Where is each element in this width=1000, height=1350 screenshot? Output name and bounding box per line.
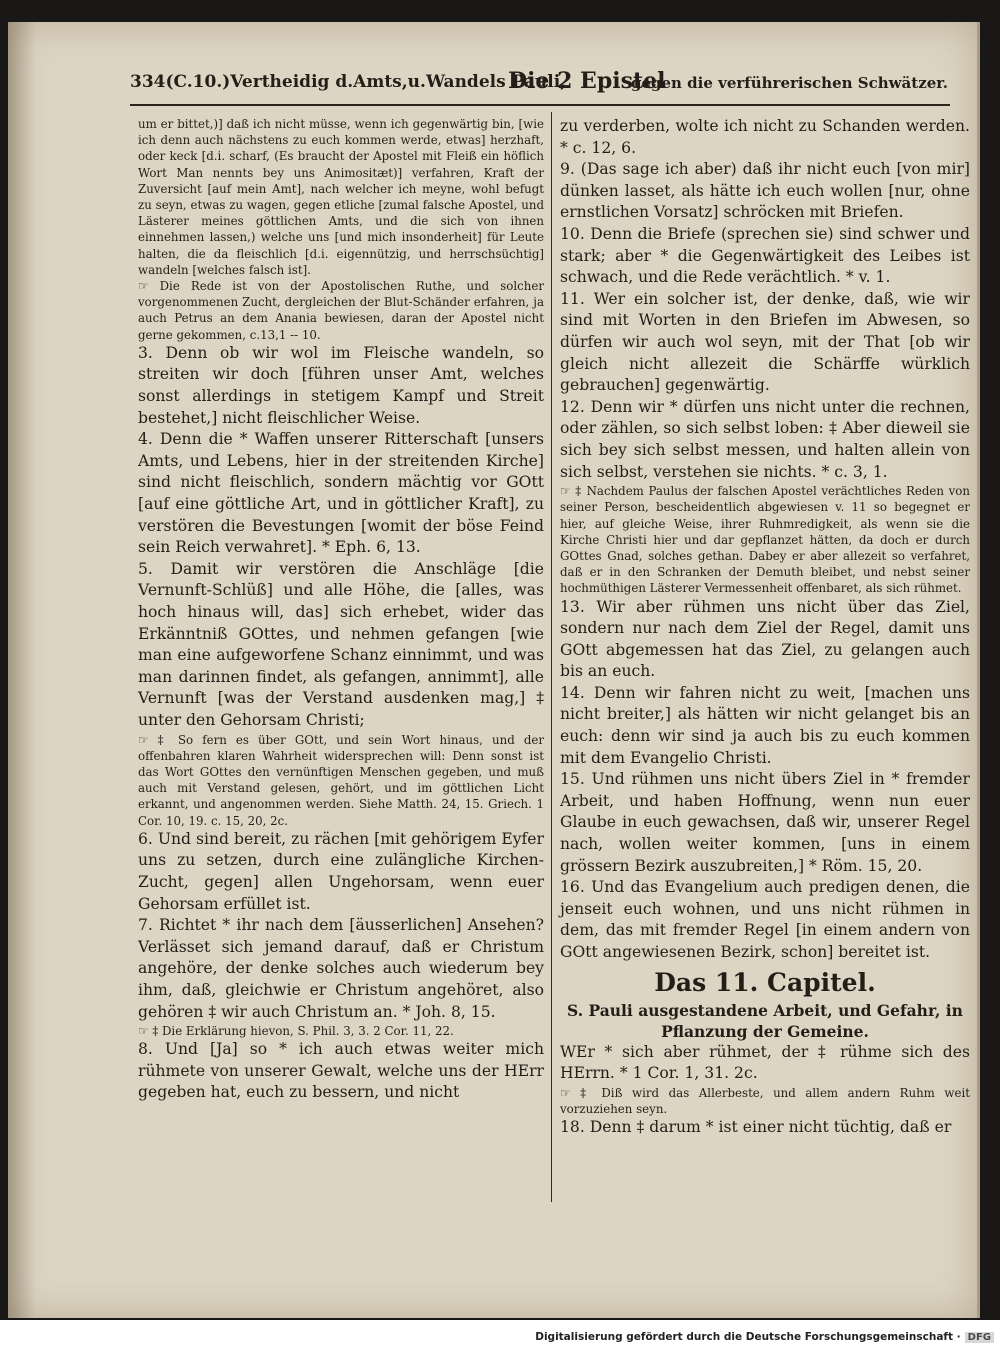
verse-14: 14. Denn wir fahren nicht zu weit, [machen uns nicht breiter,] als hätten wir nicht gelanget bis an euch: denn wir sind ja auch bis zu euch kommen mit dem Evangelio Christi. xyxy=(560,683,970,767)
footnote: ☞ ‡ Diß wird das Allerbeste, und allem andern Ruhm weit vorzuziehen seyn. xyxy=(560,1085,970,1116)
header-right: gegen die verführerischen Schwätzer. xyxy=(630,74,948,92)
verse-16: 16. Und das Evangelium auch predigen denen, die jenseit euch wohnen, und uns nicht rühmen in dem, das mit fremder Regel [in einem andern von GOtt angewiesenen Bezirk, schon] bereitet ist. xyxy=(560,878,970,962)
header-left: 334(C.10.)Vertheidig d.Amts,u.Wandels Pauli, xyxy=(130,72,567,92)
footnote: ☞ ‡ So fern es über GOtt, und sein Wort hinaus, und der offenbahren klaren Wahrheit widersprechen will: Denn sonst ist das Wort GOttes den vernünftigen Menschen gegeben, und muß auch mit Verstand gelesen, gehört, und im göttlichen Licht erkannt, und angenommen werden. Siehe Matth. 24, 15. Griech. 1 Cor. 10, 19. c. 15, 20, 2c. xyxy=(138,732,544,828)
chapter-summary: S. Pauli ausgestandene Arbeit, und Gefahr, in Pflanzung der Gemeine. xyxy=(567,1000,963,1041)
verse-11: 11. Wer ein solcher ist, der denke, daß, wie wir sind mit Worten in den Briefen im Abwesen, so dürfen wir auch wol seyn, mit der That [ob wir gleich nicht allezeit die Schärffe würklich gebrauchen] gegenwärtig. xyxy=(560,289,970,395)
verse-9: 9. (Das sage ich aber) daß ihr nicht euch [von mir] dünken lasset, als hätte ich euch wollen [nur, ohne ernstlichen Vorsatz] schröcken mit Briefen. xyxy=(560,160,970,222)
verse-7: 7. Richtet * ihr nach dem [äusserlichen] Ansehen? Verlässet sich jemand darauf, daß er Christum angehöre, der denke solches auch wiederum bey ihm, daß, gleichwie er Christum angehöret, also gehören ‡ wir auch Christum an. * Joh. 8, 15. xyxy=(138,916,544,1021)
dfg-logo: DFG xyxy=(965,1332,994,1343)
running-header xyxy=(130,68,948,102)
verse-12: 12. Denn wir * dürfen uns nicht unter die rechnen, oder zählen, so sich selbst loben: ‡ Aber dieweil sie sich bey sich selbst messen, und halten allein von sich selbst, verstehen sie nichts. * c. 3, 1. xyxy=(560,397,970,481)
chapter-title: Das 11. Capitel. xyxy=(654,967,876,997)
header-rule xyxy=(130,104,950,106)
column-divider xyxy=(551,112,552,1202)
verse-17: WEr * sich aber rühmet, der ‡ rühme sich des HErrn. * 1 Cor. 1, 31. 2c. xyxy=(560,1042,970,1083)
footnote: ☞ ‡ Nachdem Paulus der falschen Apostel verächtliches Reden von seiner Person, bescheidentlich abgewiesen v. 11 so begegnet er hier, auf gleiche Weise, ihrer Ruhmredigkeit, als wenn sie die Kirche Christi hier und dar gepflanzet hätten, da doch er durch GOttes Gnad, solches gethan. Dabey er aber allezeit so verfahret, daß er in den Schranken der Demuth bleibet, und nebst seiner hochmüthigen Lästerer Vermessenheit offenbaret, als sich rühmet. xyxy=(560,484,970,596)
header-middle: Die 2 Epistel xyxy=(508,68,666,94)
verse-15: 15. Und rühmen uns nicht übers Ziel in * fremder Arbeit, und haben Hoffnung, wenn nun euer Glaube in euch gewachsen, daß wir, unserer Regel nach, wollen weiter kommen, [uns in einem grössern Bezirk auszubreiten,] * Röm. 15, 20. xyxy=(560,770,970,875)
paragraph: um er bittet,)] daß ich nicht müsse, wenn ich gegenwärtig bin, [wie ich denn auch nächstens zu euch kommen werde, etwas] herzhaft, oder keck [d.i. scharf, (Es braucht der Apostel mit Fleiß ein höflich Wort Man nennts bey uns Animositæt)] verfahren, Kraft der Zuversicht [auf mein Amt], nach welcher ich meyne, wohl befugt zu seyn, etwas zu wagen, gegen etliche [zumal falsche Apostel, und Lästerer meines göttlichen Amts, und die sich von ihnen einnehmen lassen,) welche uns [und mich insonderheit] für Leute halten, die da fleischlich [d.i. eigennützig, und herrschsüchtig] wandeln [welches falsch ist]. xyxy=(138,117,544,277)
verse-5: 5. Damit wir verstören die Anschläge [die Vernunft-Schlüß] und alle Höhe, die [alles, was hoch hinaus will, das] sich erhebet, wider das Erkänntniß GOttes, und nehmen gefangen [wie man eine aufgeworfene Schanz einnimmt, und was man darinnen findet, als gefangen, annimmt], alle Vernunft [was der Verstand ausdenken mag,] ‡ unter den Gehorsam Christi; xyxy=(138,559,544,729)
footnote: ☞ Die Rede ist von der Apostolischen Ruthe, und solcher vorgenommenen Zucht, dergleichen der Blut-Schänder erfahren, ja auch Petrus an dem Anania bewiesen, daran der Apostel nicht gerne gekommen, c.13,1 -- 10. xyxy=(138,279,544,342)
funding-credit xyxy=(535,1331,994,1343)
right-column xyxy=(560,116,970,1139)
left-column xyxy=(138,116,544,1104)
verse-3: 3. Denn ob wir wol im Fleische wandeln, so streiten wir doch [führen unser Amt, welches sonst allerdings in stetigem Kampf und Streit bestehet,] nicht fleischlicher Weise. xyxy=(138,343,544,427)
verse-6: 6. Und sind bereit, zu rächen [mit gehörigem Eyfer uns zu setzen, durch eine zulängliche Kirchen-Zucht, gegen] allen Ungehorsam, wenn euer Gehorsam erfüllet ist. xyxy=(138,829,544,913)
verse-4: 4. Denn die * Waffen unserer Ritterschaft [unsers Amts, und Lebens, hier in der streitenden Kirche] sind nicht fleischlich, sondern mächtig vor GOtt [auf eine göttliche Art, und in göttlicher Kraft], zu verstören die Bevestungen [womit der böse Feind sein Reich verwahret]. * Eph. 6, 13. xyxy=(138,430,544,557)
verse-10: 10. Denn die Briefe (sprechen sie) sind schwer und stark; aber * die Gegenwärtigkeit des Leibes ist schwach, und die Rede verächtlich. * v. 1. xyxy=(560,224,970,287)
verse-18: 18. Denn ‡ darum * ist einer nicht tüchtig, daß er xyxy=(560,1118,952,1137)
verse-8-cont: zu verderben, wolte ich nicht zu Schanden werden. * c. 12, 6. xyxy=(560,117,970,157)
funding-text: Digitalisierung gefördert durch die Deutsche Forschungsgemeinschaft · xyxy=(535,1331,961,1343)
verse-8: 8. Und [Ja] so * ich auch etwas weiter mich rühmete von unserer Gewalt, welche uns der HErr gegeben hat, euch zu bessern, und nicht xyxy=(138,1040,544,1102)
verse-13: 13. Wir aber rühmen uns nicht über das Ziel, sondern nur nach dem Ziel der Regel, damit uns GOtt abgemessen hat das Ziel, zu gelangen auch bis an euch. xyxy=(560,597,970,681)
footnote: ☞ ‡ Die Erklärung hievon, S. Phil. 3, 3. 2 Cor. 11, 22. xyxy=(138,1024,454,1039)
